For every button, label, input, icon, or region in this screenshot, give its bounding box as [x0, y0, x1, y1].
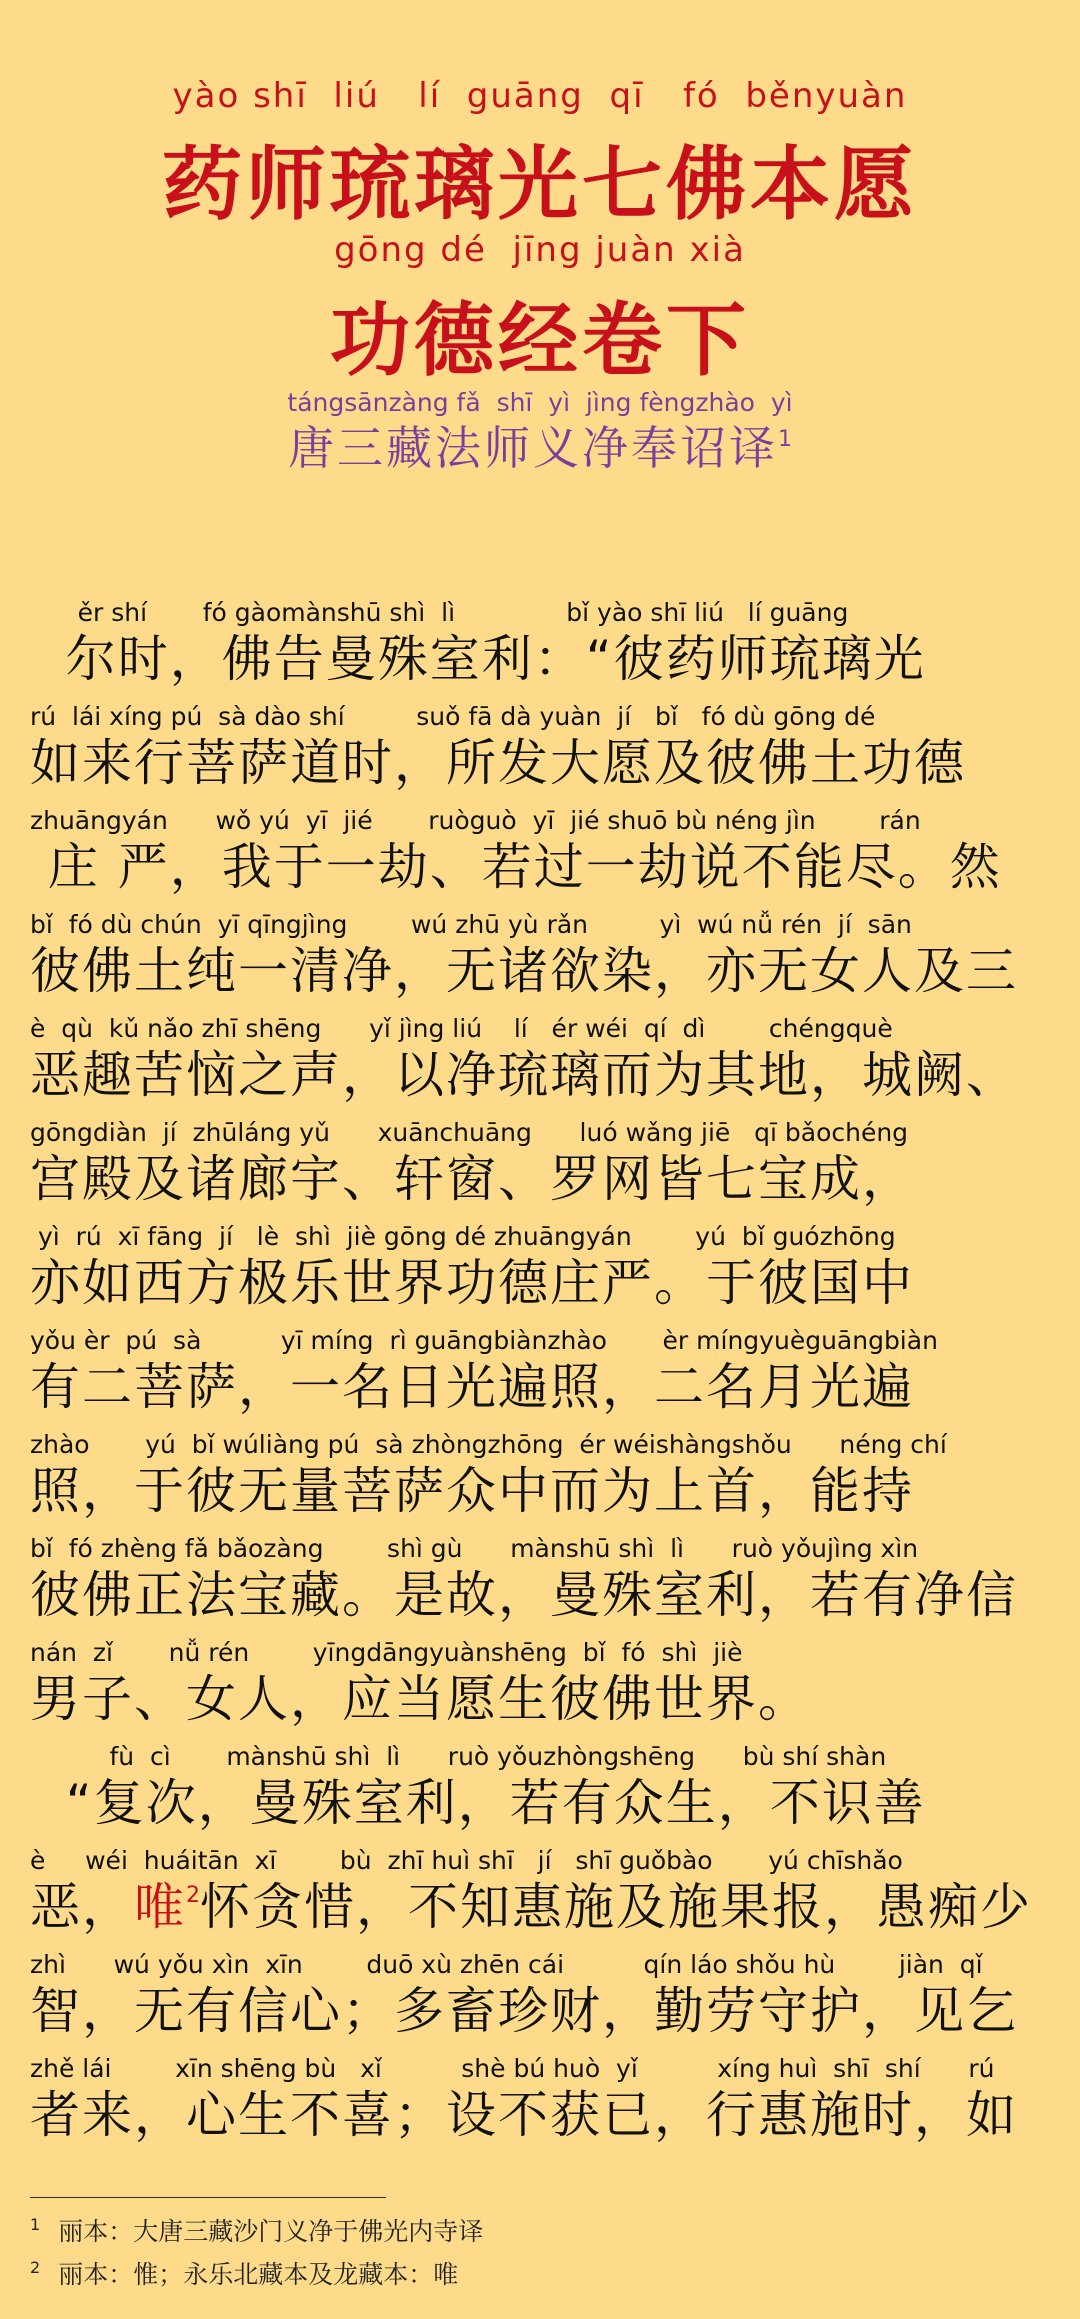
line-hanzi: 庄 严，我于一劫、若过一劫说不能尽。然: [30, 838, 1002, 896]
line-pinyin: bǐ fó dù chún yī qīngjìng wú zhū yù rǎn yì wú nǚ rén jí sān: [30, 910, 912, 939]
footnote-number: 2: [30, 2258, 41, 2277]
text-line: [30, 2054, 1050, 2158]
text-line: [30, 1430, 1050, 1534]
text-line: [30, 1534, 1050, 1638]
line-hanzi: 有二菩萨，一名日光遍照，二名月光遍: [30, 1358, 914, 1416]
text-line: [30, 598, 1050, 702]
footnote-1: [30, 2212, 483, 2248]
line-hanzi: 尔时，佛告曼殊室利：“彼药师琉璃光: [30, 630, 926, 688]
line-hanzi: 如来行菩萨道时，所发大愿及彼佛土功德: [30, 734, 966, 792]
text-line: [30, 1222, 1050, 1326]
line-hanzi-pre: 恶，: [30, 1878, 134, 1936]
line-hanzi: 彼佛正法宝藏。是故，曼殊室利，若有净信: [30, 1566, 1018, 1624]
line-hanzi-post: 怀贪惜，不知惠施及施果报，愚痴少: [200, 1878, 1032, 1936]
subtitle-text: 唐三藏法师义净奉诏译: [288, 421, 778, 475]
text-line: [30, 1742, 1050, 1846]
line-pinyin: ěr shí fó gàomànshū shì lì bǐ yào shī liú lí guāng: [30, 598, 849, 627]
line-pinyin: è wéi huáitān xī bù zhī huì shī jí shī guǒbào yú chīshǎo: [30, 1846, 903, 1875]
line-hanzi: 智，无有信心；多畜珍财，勤劳守护，见乞: [30, 1982, 1018, 2040]
footnote-number: 1: [30, 2215, 41, 2234]
text-line: [30, 1014, 1050, 1118]
line-pinyin: rú lái xíng pú sà dào shí suǒ fā dà yuàn jí bǐ fó dù gōng dé: [30, 702, 876, 731]
footnote-2: [30, 2255, 458, 2291]
line-pinyin: fù cì mànshū shì lì ruò yǒuzhòngshēng bù shí shàn: [30, 1742, 887, 1771]
line-hanzi: “复次，曼殊室利，若有众生，不识善: [30, 1774, 926, 1832]
line-hanzi: 者来，心生不喜；设不获已，行惠施时，如: [30, 2086, 1018, 2144]
line-hanzi: 宫殿及诸廊宇、轩窗、罗网皆七宝成，: [30, 1150, 914, 1208]
line-hanzi: 男子、女人，应当愿生彼佛世界。: [30, 1670, 810, 1728]
title-line-1: 药师琉璃光七佛本愿: [162, 137, 918, 231]
title-line-2: 功德经卷下: [330, 293, 750, 387]
line-pinyin: zhào yú bǐ wúliàng pú sà zhòngzhōng ér wéishàngshǒu néng chí: [30, 1430, 947, 1459]
subtitle-pinyin: tángsānzàng fǎ shī yì jìng fèngzhào yì: [287, 388, 793, 417]
line-hanzi: 照，于彼无量菩萨众中而为上首，能持: [30, 1462, 914, 1520]
line-hanzi: 彼佛土纯一清净，无诸欲染，亦无女人及三: [30, 942, 1018, 1000]
variant-character: 唯: [134, 1878, 186, 1936]
line-pinyin: è qù kǔ nǎo zhī shēng yǐ jìng liú lí ér wéi qí dì chéngquè: [30, 1014, 893, 1043]
footnote-divider: [30, 2197, 386, 2198]
line-pinyin: zhuāngyán wǒ yú yī jié ruòguò yī jié shuō bù néng jìn rán: [30, 806, 921, 835]
text-line: [30, 1118, 1050, 1222]
line-pinyin: nán zǐ nǚ rén yīngdāngyuànshēng bǐ fó shì jiè: [30, 1638, 743, 1667]
subtitle: [0, 412, 1080, 478]
title-pinyin-line-1: yào shī liú lí guāng qī fó běnyuàn: [172, 76, 908, 116]
footnote-text: 丽本：大唐三藏沙门义净于佛光内寺译: [58, 2217, 484, 2246]
text-line: [30, 1638, 1050, 1742]
text-line: [30, 702, 1050, 806]
line-pinyin: zhì wú yǒu xìn xīn duō xù zhēn cái qín láo shǒu hù jiàn qǐ: [30, 1950, 983, 1979]
line-hanzi: [30, 1876, 1050, 1938]
line-pinyin: yǒu èr pú sà yī míng rì guāngbiànzhào èr míngyuèguāngbiàn: [30, 1326, 938, 1355]
text-line: [30, 1846, 1050, 1950]
line-hanzi: 恶趣苦恼之声，以净琉璃而为其地，城阙、: [30, 1046, 1018, 1104]
footnote-marker: 2: [186, 1883, 200, 1908]
line-pinyin: yì rú xī fāng jí lè shì jiè gōng dé zhuāngyán yú bǐ guózhōng: [30, 1222, 896, 1251]
text-line: [30, 910, 1050, 1014]
line-hanzi: 亦如西方极乐世界功德庄严。于彼国中: [30, 1254, 914, 1312]
line-pinyin: gōngdiàn jí zhūláng yǔ xuānchuāng luó wǎng jiē qī bǎochéng: [30, 1118, 909, 1147]
text-line: [30, 1950, 1050, 2054]
subtitle-footnote-marker: 1: [778, 427, 792, 452]
text-line: [30, 1326, 1050, 1430]
sutra-body: [30, 598, 1050, 2158]
title-pinyin-line-2: gōng dé jīng juàn xià: [334, 230, 746, 270]
footnote-text: 丽本：惟；永乐北藏本及龙藏本：唯: [58, 2260, 459, 2289]
line-pinyin: zhě lái xīn shēng bù xǐ shè bú huò yǐ xíng huì shī shí rú: [30, 2054, 995, 2083]
line-pinyin: bǐ fó zhèng fǎ bǎozàng shì gù mànshū shì lì ruò yǒujìng xìn: [30, 1534, 919, 1563]
text-line: [30, 806, 1050, 910]
